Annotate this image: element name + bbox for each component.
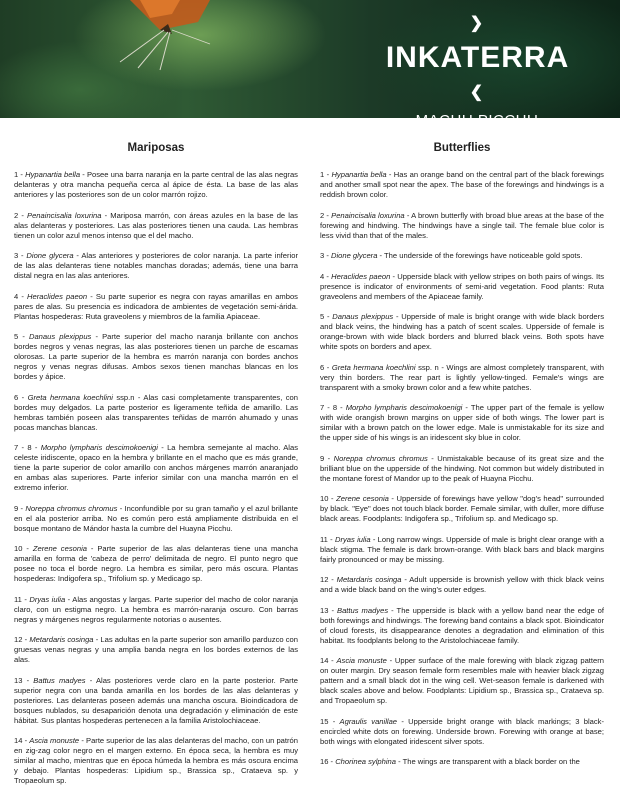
entry-number: 3 - bbox=[320, 251, 331, 260]
entry-number: 1 - bbox=[14, 170, 26, 179]
species-description: - Upperside bright orange with black markings; 3 black-encircled white dots on forewing. Underside brown. Forewing with orange at base; both wings with elongated iridescent silver spots. bbox=[320, 716, 604, 746]
spanish-title: Mariposas bbox=[127, 142, 185, 154]
species-entry bbox=[320, 170, 604, 200]
species-entry bbox=[14, 292, 298, 322]
species-name: Ascia monuste bbox=[336, 656, 387, 665]
entry-number: 1 - bbox=[320, 170, 332, 179]
entry-number: 16 - bbox=[320, 757, 336, 766]
species-entry bbox=[320, 251, 604, 261]
species-name: Metardaris cosinga bbox=[29, 635, 94, 644]
header-banner bbox=[0, 0, 620, 146]
species-description: - Upperside black with yellow stripes on both pairs of wings. Its presence is indicator of environments of semi-arid vegetation. Food plants: Ruta graveolens and members of the Apiaceae family. bbox=[320, 271, 604, 301]
chevron-right-icon: ❯ bbox=[469, 15, 485, 33]
species-name: Metardaris cosinga bbox=[336, 575, 402, 584]
species-name: Chorinea sylphina bbox=[335, 757, 396, 766]
butterfly-photo bbox=[60, 0, 240, 70]
spanish-entry-list bbox=[14, 170, 298, 786]
species-description: - A brown butterfly with broad blue areas at the base of the forewing and hindwing. The hindwings have a single tail. The female blue color is less vivid than that of the males. bbox=[320, 210, 604, 240]
species-entry bbox=[320, 575, 604, 595]
species-entry bbox=[320, 535, 604, 565]
species-name: Battus madyes bbox=[337, 605, 389, 615]
species-entry bbox=[320, 494, 604, 524]
entry-number: 15 - bbox=[320, 716, 340, 726]
species-entry bbox=[14, 595, 298, 625]
species-name: Heraclides paeon bbox=[331, 271, 391, 281]
species-description: - Parte superior de las alas delanteras tiene una mancha amarilla en forma de 'cabeza de perro' delimitada de negro. El punto negro que posee no toca el borde negro. La hembra es similar, pero más oscura. Plantas hospederas: Indigofera sp., Trifolium sp. y Medicago sp. bbox=[14, 544, 298, 583]
species-entry bbox=[14, 544, 298, 584]
entry-number: 6 - bbox=[320, 362, 332, 372]
species-description: - The wings are transparent with a black border on the bbox=[396, 757, 580, 766]
entry-number: 7 - 8 - bbox=[320, 403, 346, 412]
species-name: Zerene cesonia bbox=[32, 544, 87, 553]
species-name: Danaus plexippus bbox=[28, 332, 92, 341]
species-name: Battus madyes bbox=[33, 675, 86, 685]
species-name: Penaincisalia loxurina bbox=[27, 210, 102, 220]
brand-country: PERU bbox=[459, 131, 495, 146]
entry-number: 4 - bbox=[14, 291, 28, 301]
species-entry bbox=[14, 393, 298, 433]
species-description: - The underside of the forewings have noticeable gold spots. bbox=[377, 251, 583, 260]
species-name: Dione glycera bbox=[26, 251, 74, 260]
species-name: Agraulis vanillae bbox=[339, 716, 398, 726]
entry-number: 10 - bbox=[320, 494, 337, 503]
species-name: Dione glycera bbox=[330, 251, 378, 260]
species-description: - Unmistakable because of its great size and the brilliant blue on the upperside of the hindwing. Not common but widely distributed in the montane forest of Mandor up to the peak of Huayna Picchu. bbox=[320, 453, 604, 483]
species-name: Hypanartia bella bbox=[25, 170, 81, 179]
entry-number: 10 - bbox=[14, 544, 33, 553]
entry-number: 9 - bbox=[320, 453, 334, 463]
species-name: Morpho lympharis descimokoenigi bbox=[345, 403, 463, 412]
species-name: Danaus plexippus bbox=[332, 312, 394, 321]
species-name: Noreppa chromus chromus bbox=[333, 453, 428, 463]
species-description: - Las adultas en la parte superior son amarillo parduzco con gruesas venas negras y una amplia banda negra en los bordes externos de las alas. bbox=[14, 635, 298, 664]
species-description: - Parte superior de las alas delanteras del macho, con un patrón en zig-zag color negro en el margen externo. En época seca, la hembra es muy similar al macho, mientras que en época húmeda la hembra es más oscura encima y debajo. Plantas hospederas: Lipidium sp., Brassica sp., Crataeva sp. y Tropaeolum sp. bbox=[14, 736, 298, 785]
species-description: - Su parte superior es negra con rayas amarillas en ambos pares de alas. Su presencia es indicadora de ambientes de vegetación semi-árida. Plantas hospederas: Ruta graveolens y miembros de la familia Apiaceae. bbox=[14, 291, 298, 321]
species-description: ssp.n - Alas casi completamente transparentes, con bordes muy delgados. La parte posterior es ligeramente teñida de amarillo. Las hembras también poseen alas transparentes teñidas de marrón ahumado y unas pocas manchas blancas. bbox=[14, 392, 298, 432]
species-description: - Long narrow wings. Upperside of male is bright clear orange with a black stigma. The female is dark brown-orange. With black bars and black margins fairly pronounced or may be missing. bbox=[320, 534, 605, 564]
species-entry bbox=[320, 363, 604, 393]
species-description: - Inconfundible por su gran tamaño y el azul brillante en el ala posterior arriba. No es común pero está ampliamente distribuida en el bosque montano de Mándor hasta la cumbre del Huayna Picchu. bbox=[14, 503, 298, 533]
species-entry bbox=[320, 211, 604, 241]
species-name: Dryas iulia bbox=[334, 534, 371, 544]
species-entry bbox=[320, 272, 604, 302]
species-entry bbox=[14, 211, 298, 241]
content-columns bbox=[0, 118, 620, 797]
brand-block bbox=[382, 6, 572, 146]
species-description: - Posee una barra naranja en la parte central de las alas negras delanteras y otra mancha pequeña cerca al ápice de ésta. La base de las alas anteriores y las posteriores son de un color marrón rojizo. bbox=[14, 170, 298, 199]
species-name: Morpho lympharis descimokoenigi bbox=[40, 443, 158, 452]
entry-number: 6 - bbox=[14, 392, 28, 402]
entry-number: 2 - bbox=[14, 210, 28, 220]
entry-number: 12 - bbox=[14, 635, 30, 644]
entry-number: 3 - bbox=[14, 251, 27, 260]
species-name: Heraclides paeon bbox=[27, 291, 88, 301]
species-name: Greta hermana koechlini bbox=[331, 362, 416, 372]
english-entry-list bbox=[320, 170, 604, 767]
species-description: - Alas posteriores verde claro en la parte posterior. Parte superior negra con una banda amarilla en los bordes de las alas delanteras y posteriores. Las delanteras poseen además una mancha oscura. Bioindicadora de bosques nublados, su desaparición denota una degradación y eliminación de este hábitat. Sus plantas hospederas pertenecen a la familia Aristolochiaceae. bbox=[14, 675, 298, 725]
species-name: Ascia monuste bbox=[29, 736, 80, 745]
entry-number: 9 - bbox=[14, 503, 26, 513]
entry-number: 13 - bbox=[320, 605, 337, 615]
species-name: Greta hermana koechlini bbox=[27, 392, 113, 402]
species-name: Noreppa chromus chromus bbox=[25, 503, 118, 513]
species-entry bbox=[14, 504, 298, 534]
english-column bbox=[320, 118, 604, 797]
species-entry bbox=[14, 332, 298, 382]
entry-number: 4 - bbox=[320, 271, 332, 281]
species-description: - The upper part of the female is yellow with wide orangish brown margins on upper side of both wings. The lower part is similar with a brown patch on the lower edge. Male is unmistakable for its size and the upper side of his wings is an iridescent sky blue in color. bbox=[320, 403, 604, 442]
species-description: - Upperside of male is bright orange with wide black borders and black veins, the hindwing has a patch of scent scales. Upperside of female is orange-brown with wide black borders and blurred black veins. Both spots have white spots on borders and apex. bbox=[320, 312, 604, 351]
brand-logo-text: INKATERRA bbox=[385, 41, 569, 75]
brand-location: MACHU PICCHU bbox=[415, 112, 539, 130]
species-description: - The upperside is black with a yellow band near the edge of both forewings and hindwings. The forewing band contains a black spot. Bioindicator of cloud forests, its disappearance denotes a degradation and elimination of this habitat. Its foodplants belong to the Aristolochiaceae family. bbox=[320, 605, 605, 645]
species-entry bbox=[320, 312, 604, 352]
species-entry bbox=[320, 757, 604, 767]
entry-number: 13 - bbox=[14, 675, 34, 685]
entry-number: 14 - bbox=[320, 656, 337, 665]
species-entry bbox=[320, 717, 604, 747]
brand-logo bbox=[382, 6, 572, 110]
species-entry bbox=[14, 170, 298, 200]
species-description: - Has an orange band on the central part of the black forewings and another small spot near the apex. The base of the forewings and hindwings is a reddish brown color. bbox=[320, 170, 604, 199]
entry-number: 11 - bbox=[320, 534, 335, 544]
entry-number: 7 - 8 - bbox=[14, 443, 41, 452]
spanish-column bbox=[14, 118, 298, 797]
entry-number: 5 - bbox=[320, 312, 333, 321]
species-entry bbox=[14, 635, 298, 665]
species-description: - Upperside of forewings have yellow "dog's head" surrounded by black. "Eye" does not touch black border. Female similar, with duller, more diffuse black areas. Foodplants: Indigofera sp., Trifolium sp. and Medicago sp. bbox=[320, 494, 604, 523]
species-entry bbox=[320, 656, 604, 706]
species-entry bbox=[320, 454, 604, 484]
species-description: - Parte superior del macho naranja brillante con anchos bordes negros y venas negras, las alas posteriores tienen un parche de escamas olorosas. La parte superior de la hembra es marrón naranja con bordes anchos negros y venas negras difusas. Ambos sexos tienen manchas blancas en los bordes y ápice. bbox=[14, 332, 298, 381]
species-entry bbox=[14, 736, 298, 786]
chevron-left-icon: ❮ bbox=[469, 84, 485, 102]
species-description: - Upper surface of the male forewing with black zigzag pattern on outer margin. Dry season female form resembles male with heavier black zigzag pattern and a small black dot in the wing cell. Wet-season female is darkened with black scales above and below. Foodplants: Lipidium sp., Brassica sp., Crataeva sp. and Tropaeolum sp. bbox=[320, 656, 604, 705]
entry-number: 14 - bbox=[14, 736, 30, 745]
species-entry bbox=[14, 443, 298, 493]
entry-number: 2 - bbox=[320, 210, 332, 220]
species-entry bbox=[320, 403, 604, 443]
entry-number: 5 - bbox=[14, 332, 29, 341]
entry-number: 12 - bbox=[320, 575, 337, 584]
species-name: Penaincisalia loxurina bbox=[331, 210, 405, 220]
species-description: - La hembra semejante al macho. Alas celeste iridiscente, opaco en la hembra y brillante en el macho que es más grande, tiene la parte superior de color amarillo con anchos márgenes marrón anaranjado en ambas alas superiores. Parte inferior similar con una mancha marrón en el extremo inferior. bbox=[14, 443, 298, 492]
species-name: Hypanartia bella bbox=[331, 170, 387, 179]
species-name: Dryas iulia bbox=[29, 594, 66, 604]
entry-number: 11 - bbox=[14, 594, 30, 604]
english-title: Butterflies bbox=[433, 142, 491, 154]
species-description: - Mariposa marrón, con áreas azules en la base de las alas delanteras y posteriores. Las alas posteriores tienen una cauda. Las hembras tienen un color azul menos intenso que el del macho. bbox=[14, 210, 298, 240]
species-description: - Alas anteriores y posteriores de color naranja. La parte inferior de las alas delanteras tiene notables manchas doradas; además, tiene una barra distal negra en las alas anteriores. bbox=[14, 251, 298, 280]
species-description: - Alas angostas y largas. Parte superior del macho de color naranja claro, con un estigma negro. La hembra es marrón-naranja oscuro. Con barras negras y márgenes negros regularmente notorias o ausentes. bbox=[14, 594, 298, 624]
species-description: ssp. n - Wings are almost completely transparent, with very thin borders. The rear part is lightly yellow-tinged. Female's wings are transparent with a smoky brown color and a few white patches. bbox=[320, 362, 604, 392]
species-entry bbox=[320, 606, 604, 646]
species-name: Zerene cesonia bbox=[336, 494, 389, 503]
species-entry bbox=[14, 676, 298, 726]
species-entry bbox=[14, 251, 298, 281]
species-description: - Adult upperside is brownish yellow with thick black veins and a wide black band on the wing's outer edges. bbox=[320, 575, 605, 594]
